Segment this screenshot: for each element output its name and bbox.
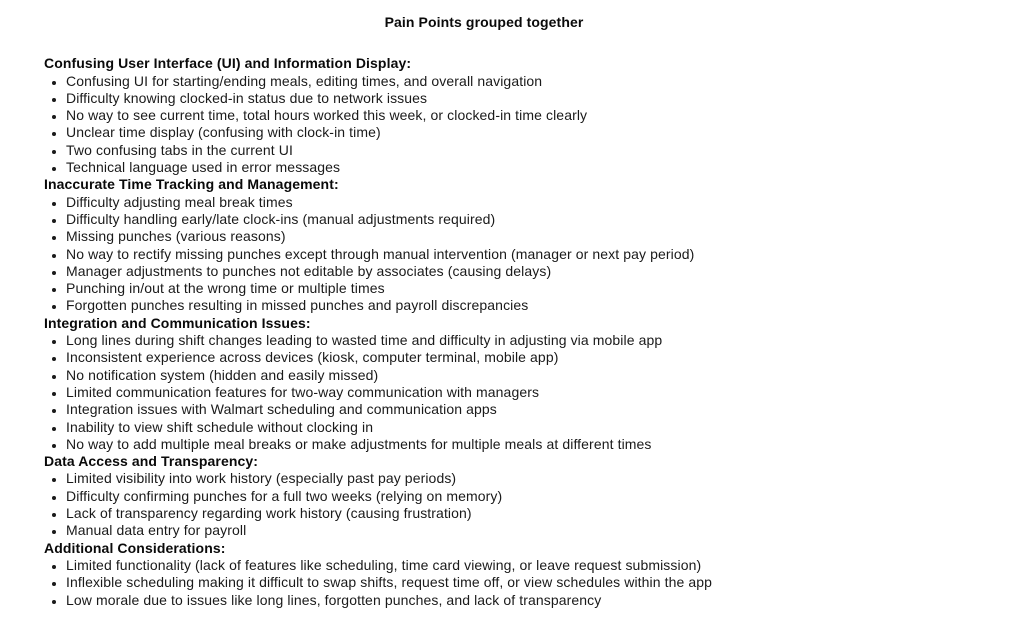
section-heading: Data Access and Transparency: <box>44 453 259 470</box>
section-heading: Additional Considerations: <box>44 539 226 556</box>
bullet-item: • No way to see current time, total hours worked this week, or clocked-in time clearly <box>66 107 924 124</box>
bullet-list <box>44 73 924 177</box>
bullet-item: • Unclear time display (confusing with clock-in time) <box>66 124 924 141</box>
bullet-list <box>44 194 924 315</box>
bullet-item: • Two confusing tabs in the current UI <box>66 142 924 159</box>
bullet-item: • No notification system (hidden and easily missed) <box>66 367 924 384</box>
bullet-item: • Confusing UI for starting/ending meals, editing times, and overall navigation <box>66 73 924 90</box>
bullet-item: • Missing punches (various reasons) <box>66 228 924 245</box>
page-title: Pain Points grouped together <box>384 14 584 30</box>
section-2 <box>44 315 924 453</box>
bullet-item: • Limited functionality (lack of features like scheduling, time card viewing, or leave request submission) <box>66 557 924 574</box>
bullet-item: • Difficulty handling early/late clock-ins (manual adjustments required) <box>66 211 924 228</box>
section-heading: Integration and Communication Issues: <box>44 314 311 331</box>
bullet-list <box>44 470 924 539</box>
bullet-item: • Lack of transparency regarding work history (causing frustration) <box>66 505 924 522</box>
bullet-item: • Limited visibility into work history (especially past pay periods) <box>66 470 924 487</box>
bullet-item: • Inability to view shift schedule without clocking in <box>66 419 924 436</box>
section-3 <box>44 453 924 539</box>
sections-container <box>44 55 924 609</box>
bullet-item: • Difficulty knowing clocked-in status due to network issues <box>66 90 924 107</box>
section-0 <box>44 55 924 176</box>
bullet-item: • Difficulty confirming punches for a full two weeks (relying on memory) <box>66 488 924 505</box>
bullet-item: • Punching in/out at the wrong time or multiple times <box>66 280 924 297</box>
bullet-item: • Long lines during shift changes leading to wasted time and difficulty in adjusting via mobile app <box>66 332 924 349</box>
bullet-item: • Limited communication features for two-way communication with managers <box>66 384 924 401</box>
bullet-item: • Technical language used in error messages <box>66 159 924 176</box>
section-1 <box>44 176 924 314</box>
section-heading: Inaccurate Time Tracking and Management: <box>44 176 339 193</box>
bullet-item: • Low morale due to issues like long lines, forgotten punches, and lack of transparency <box>66 592 924 609</box>
bullet-item: • Manager adjustments to punches not editable by associates (causing delays) <box>66 263 924 280</box>
bullet-list <box>44 332 924 453</box>
bullet-item: • Integration issues with Walmart scheduling and communication apps <box>66 401 924 418</box>
bullet-item: • Manual data entry for payroll <box>66 522 924 539</box>
document <box>44 14 924 609</box>
bullet-list <box>44 557 924 609</box>
bullet-item: • No way to add multiple meal breaks or make adjustments for multiple meals at different times <box>66 436 924 453</box>
section-heading: Confusing User Interface (UI) and Information Display: <box>44 55 412 72</box>
bullet-item: • Forgotten punches resulting in missed punches and payroll discrepancies <box>66 297 924 314</box>
bullet-item: • Inflexible scheduling making it difficult to swap shifts, request time off, or view schedules within the app <box>66 574 924 591</box>
bullet-item: • No way to rectify missing punches except through manual intervention (manager or next pay period) <box>66 246 924 263</box>
bullet-item: • Difficulty adjusting meal break times <box>66 194 924 211</box>
section-4 <box>44 540 924 609</box>
bullet-item: • Inconsistent experience across devices (kiosk, computer terminal, mobile app) <box>66 349 924 366</box>
